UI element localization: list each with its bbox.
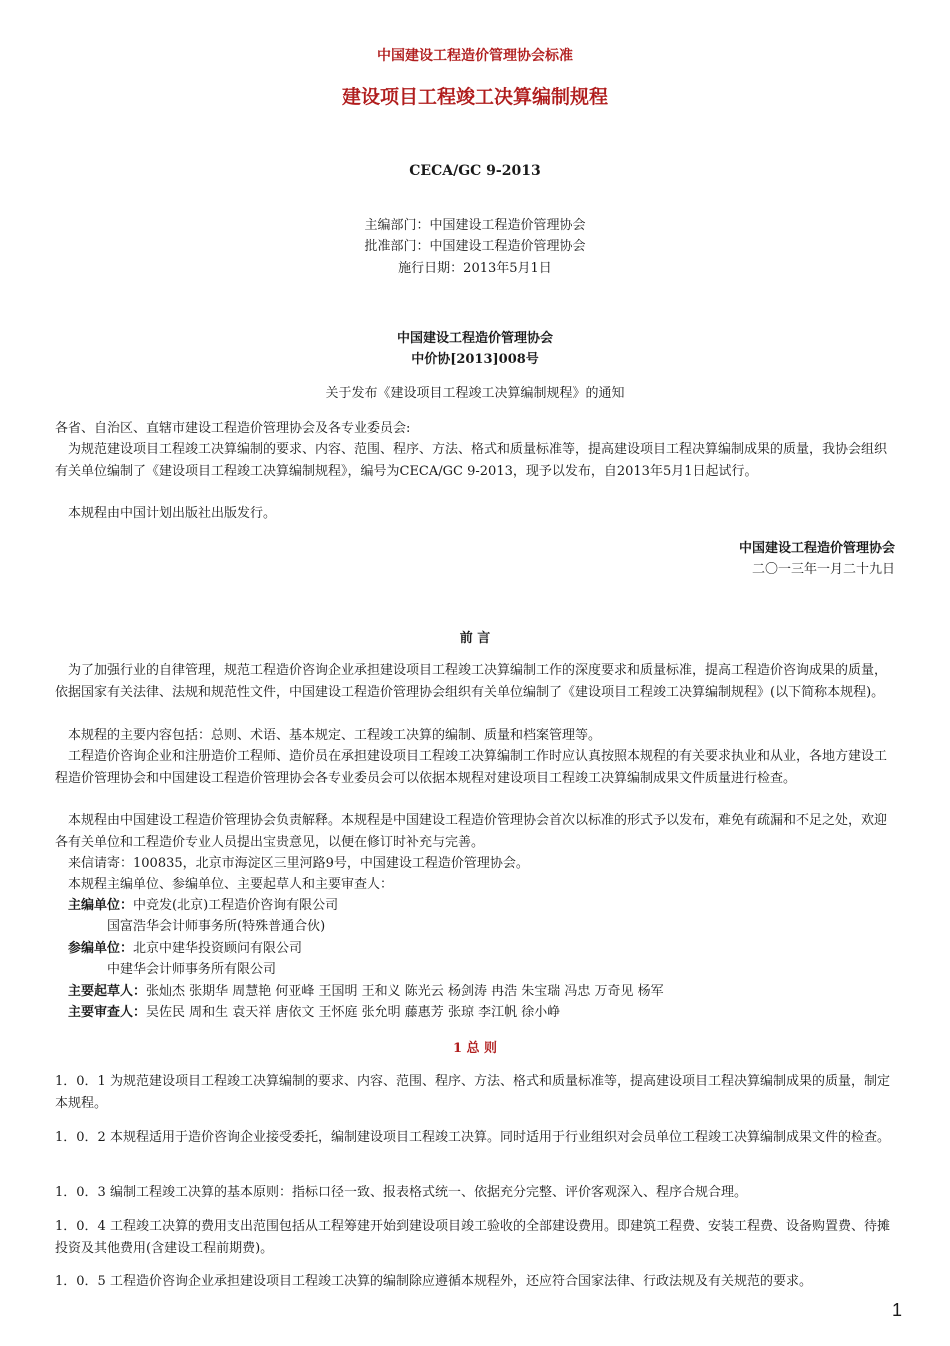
preface-heading: 前 言	[459, 631, 491, 646]
chief-units-line	[55, 895, 897, 917]
notice-signature: 中国建设工程造价管理协会	[738, 541, 895, 556]
notice-salutation: 各省、自治区、直辖市建设工程造价管理协会及各专业委员会:	[55, 421, 411, 436]
chief-units-label: 主编单位：	[68, 898, 134, 913]
approving-department: 批准部门：中国建设工程造价管理协会	[364, 239, 586, 254]
participating-units-label: 参编单位：	[68, 941, 134, 956]
preface-paragraph: 来信请寄：100835，北京市海淀区三里河路9号，中国建设工程造价管理协会。	[68, 856, 529, 871]
notice-body: 为规范建设项目工程竣工决算编制的要求、内容、范围、程序、方法、格式和质量标准等，提高建设项目工程决算编制成果的质量，我协会组织有关单位编制了《建设项目工程竣工决算编制规程》，编号为CECA/GC 9-2013，现予以发布，自2013年5月1日起试行。	[55, 442, 888, 479]
chief-unit: 中竞发(北京)工程造价咨询有限公司	[133, 898, 339, 913]
chapter-heading: 1 总 则	[452, 1041, 498, 1056]
reviewers-label: 主要审查人：	[68, 1005, 147, 1020]
document-title: 建设项目工程竣工决算编制规程	[341, 86, 608, 108]
association-standard: 中国建设工程造价管理协会标准	[377, 48, 573, 64]
notice-date: 二〇一三年一月二十九日	[751, 562, 895, 577]
clause-1-0-5: 1．0．5 工程造价咨询企业承担建设项目工程竣工决算的编制除应遵循本规程外，还应符合国家法律、行政法规及有关规范的要求。	[55, 1274, 812, 1289]
participating-unit: 中建华会计师事务所有限公司	[107, 962, 277, 977]
drafters-names: 张灿杰 张期华 周慧艳 何亚峰 王国明 王和义 陈光云 杨剑涛 冉浩 朱宝瑞 冯忠 万奇见 杨军	[146, 984, 664, 999]
notice-number: 中价协[2013]008号	[411, 352, 539, 367]
notice-issuer: 中国建设工程造价管理协会	[396, 331, 553, 346]
chief-unit: 国富浩华会计师事务所(特殊普通合伙)	[107, 919, 326, 934]
preface-paragraph: 为了加强行业的自律管理，规范工程造价咨询企业承担建设项目工程竣工决算编制工作的深度要求和质量标准，提高工程造价咨询成果的质量，依据国家有关法律、法规和规范性文件，中国建设工程造价管理协会组织有关单位编制了《建设项目工程竣工决算编制规程》(以下简称本规程)。	[55, 663, 888, 700]
clause-1-0-3: 1．0．3 编制工程竣工决算的基本原则：指标口径一致、报表格式统一、依据充分完整、评价客观深入、程序合规合理。	[55, 1185, 747, 1200]
reviewers-names: 吴佐民 周和生 袁天祥 唐依文 王怀庭 张允明 藤惠芳 张琼 李江帆 徐小峥	[146, 1005, 561, 1020]
drafters-label: 主要起草人：	[68, 984, 147, 999]
notice-title: 关于发布《建设项目工程竣工决算编制规程》的通知	[325, 386, 625, 401]
effective-date: 施行日期：2013年5月1日	[398, 261, 552, 276]
preface-paragraph: 本规程由中国建设工程造价管理协会负责解释。本规程是中国建设工程造价管理协会首次以标准的形式予以发布，难免有疏漏和不足之处，欢迎各有关单位和工程造价专业人员提出宝贵意见，以便在修订时补充与完善。	[55, 813, 888, 850]
participating-units-line	[55, 938, 897, 960]
drafters-line	[55, 981, 897, 1003]
clause-1-0-4: 1．0．4 工程竣工决算的费用支出范围包括从工程筹建开始到建设项目竣工验收的全部建设费用。即建筑工程费、安装工程费、设备购置费、待摊投资及其他费用(含建设工程前期费)。	[55, 1219, 890, 1256]
preface-paragraph: 本规程主编单位、参编单位、主要起草人和主要审查人：	[68, 877, 394, 892]
preface-paragraph: 工程造价咨询企业和注册造价工程师、造价员在承担建设项目工程竣工决算编制工作时应认真按照本规程的有关要求执业和从业，各地方建设工程造价管理协会和中国建设工程造价管理协会各专业委员会可以依据本规程对建设项目工程竣工决算编制成果文件质量进行检查。	[55, 749, 888, 786]
chief-department: 主编部门：中国建设工程造价管理协会	[364, 218, 586, 233]
page-number: 1	[891, 1300, 902, 1320]
notice-publisher: 本规程由中国计划出版社出版发行。	[68, 506, 277, 521]
reviewers-line	[55, 1002, 897, 1024]
preface-paragraph: 本规程的主要内容包括：总则、术语、基本规定、工程竣工决算的编制、质量和档案管理等。	[68, 728, 602, 743]
participating-unit: 北京中建华投资顾问有限公司	[133, 941, 303, 956]
clause-1-0-1: 1．0．1 为规范建设项目工程竣工决算编制的要求、内容、范围、程序、方法、格式和质量标准等，提高建设项目工程决算编制成果的质量，制定本规程。	[55, 1074, 890, 1111]
clause-1-0-2: 1．0．2 本规程适用于造价咨询企业接受委托，编制建设项目工程竣工决算。同时适用于行业组织对会员单位工程竣工决算编制成果文件的检查。	[55, 1130, 890, 1145]
standard-code: CECA/GC 9-2013	[409, 163, 541, 179]
